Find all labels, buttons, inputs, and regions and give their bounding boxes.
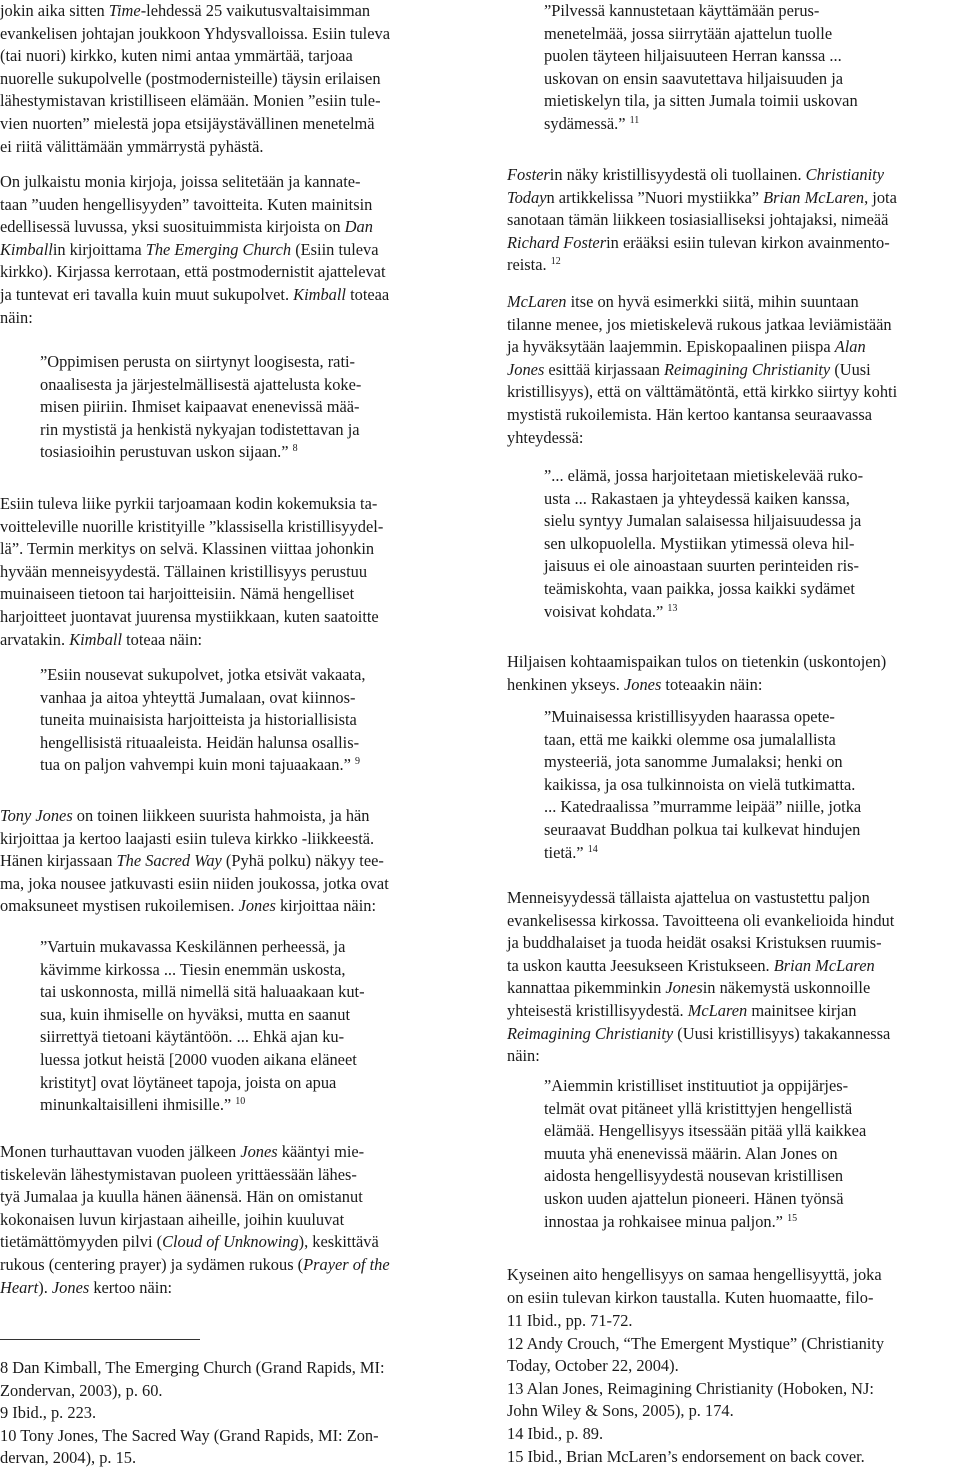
italic-run: Jones (238, 896, 276, 916)
text-line (544, 510, 863, 533)
text-run: yhteydessä: (507, 427, 584, 447)
italic-run: Jones (51, 1277, 90, 1297)
text-run: ma, joka nousee jatkuvasti esiin niiden joukossa, jotka ovat (0, 873, 389, 893)
text-line (0, 171, 389, 194)
text-line (507, 164, 897, 187)
text-run: in näkemystä uskonnoille (702, 978, 871, 998)
footnote-ref: 14 (587, 843, 598, 855)
text-line (0, 873, 389, 896)
text-run: ”Oppimisen perusta on siirtynyt loogisesta, rati- (40, 352, 356, 371)
text-run: 15 Ibid., Brian McLaren’s endorsement on back cover. (507, 1446, 865, 1466)
text-line (0, 1380, 385, 1403)
text-line (0, 493, 383, 516)
text-run: ta uskon kautta Jeesukseen Kristukseen. (507, 955, 774, 975)
text-run: vien nuorten” mielestä jopa etsijäystävällinen menetelmä (0, 113, 375, 133)
text-line (0, 68, 390, 91)
text-line (507, 359, 897, 382)
text-line (544, 819, 861, 842)
italic-run: Christianity (805, 165, 884, 184)
text-line (507, 1023, 894, 1046)
text-run: Kyseinen aito hengellisyys on samaa hengellisyyttä, joka (507, 1265, 882, 1284)
italic-run: The Emerging Church (145, 239, 292, 259)
text-line (507, 1333, 884, 1356)
text-run: lä”. Termin merkitys on selvä. Klassinen viittaa johonkin (0, 539, 375, 559)
text-run: minunkaltaisilleni ihmisille.” (40, 1095, 236, 1115)
text-line (0, 583, 383, 606)
text-line (0, 828, 389, 851)
text-line (544, 23, 858, 46)
text-run: ”... elämä, jossa harjoitetaan mietiskelevää ruko- (544, 466, 864, 485)
footnote-ref: 8 (292, 443, 298, 455)
text-run: jokin aika sitten (0, 1, 109, 20)
footnotes-right (507, 1310, 884, 1468)
text-run: uskon uuden ajattelun pioneeri. Hänen työnsä (544, 1188, 844, 1208)
text-line (507, 427, 897, 450)
quote-cloud-silence (544, 0, 858, 136)
text-line (544, 0, 858, 23)
text-run: sydämessä.” (544, 113, 630, 133)
text-run: -lehdessä 25 vaikutusvaltaisimman (140, 1, 371, 20)
text-run: telmät ovat pitäneet yllä kristittyjen hengellistä (544, 1098, 853, 1118)
text-line (507, 381, 897, 404)
italic-run: Cloud of Unknowing (162, 1232, 299, 1252)
text-line (0, 1447, 385, 1470)
footnote-ref: 9 (354, 756, 360, 768)
text-line (0, 1141, 390, 1164)
italic-run: Jones (624, 674, 662, 694)
text-line (0, 284, 389, 307)
text-line (40, 1026, 365, 1049)
text-line (507, 336, 897, 359)
text-line (0, 850, 389, 873)
text-run: 9 Ibid., p. 223. (0, 1403, 97, 1423)
text-run: (Uusi kristillisyys) takakannessa (673, 1023, 891, 1043)
text-run: siirrettyä tietoani käytäntöön. ... Ehkä ajan ku- (40, 1027, 345, 1047)
text-run: (Esiin tuleva (291, 239, 379, 259)
text-line (0, 1425, 385, 1448)
text-line (0, 895, 389, 918)
text-run: , jota (864, 187, 897, 207)
text-line (0, 1402, 385, 1425)
italic-run: Reimagining Christianity (664, 359, 831, 379)
text-run: arvatakin. (0, 629, 70, 649)
text-run: uskovan on ensin saavutettava hiljaisuuden ja (544, 68, 844, 88)
text-run: ”Pilvessä kannustetaan käyttämään perus- (544, 1, 820, 20)
text-run: Hiljaisen kohtaamispaikan tulos on tietenkin (uskontojen) (507, 652, 887, 671)
text-line (507, 674, 886, 697)
text-run: kaikissa, ja osa tulkinnoista on vielä tutkimatta. (544, 774, 856, 794)
text-line (40, 1004, 365, 1027)
text-run: evankelisessa kirkossa. Tavoitteena oli evankelioida hindut (507, 910, 895, 930)
paragraph-new-spirituality-books (0, 171, 389, 329)
paragraph-mclaren-example (507, 291, 897, 449)
paragraph-time-magazine (0, 0, 390, 158)
text-run: (Uusi (830, 359, 871, 379)
text-run: kirkko). Kirjassa kerrotaan, että postmodernistit ajattelevat (0, 262, 386, 282)
text-run: 14 Ibid., p. 89. (507, 1423, 604, 1443)
text-run: kristityt] ovat löytäneet tapoja, joista on apua (40, 1072, 337, 1092)
text-line (507, 1423, 884, 1446)
text-run: elämää. Hengellisyys itsessään pitää yllä kaikkea (544, 1121, 867, 1141)
text-run: tyä Jumalaa ja kuulla hänen äänensä. Hän on omistanut (0, 1187, 363, 1207)
text-run: in kirjoittama (52, 239, 146, 259)
text-run: ja buddhalaiset ja tuoda heidät osaksi Kristuksen ruumis- (507, 933, 882, 953)
text-line (507, 955, 894, 978)
italic-run: Jones (240, 1142, 278, 1161)
text-run: voisivat kohdata.” (544, 601, 668, 621)
text-line (0, 1277, 390, 1300)
text-run: innostaa ja rohkaisee minua paljon.” (544, 1211, 788, 1231)
text-line (544, 706, 861, 729)
text-run: kirjoittaa ja kertoo laajasti esiin tuleva kirkko -liikkeestä. (0, 828, 375, 848)
text-line (544, 68, 858, 91)
footnote-ref: 12 (550, 256, 561, 268)
text-line (544, 601, 863, 624)
text-run: (Pyhä polku) näkyy tee- (221, 851, 384, 871)
italic-run: Jones (665, 978, 703, 998)
text-line (544, 578, 863, 601)
text-run: Esiin tuleva liike pyrkii tarjoamaan kodin kokemuksia ta- (0, 494, 378, 513)
text-run: tietä.” (544, 842, 588, 862)
text-line (0, 561, 383, 584)
text-line (507, 404, 897, 427)
text-line (544, 465, 863, 488)
text-line (0, 261, 389, 284)
text-run: muinaiseen tietoon tai harjoitteisiin. Nämä hengelliset (0, 584, 355, 604)
text-run: nuorelle sukupolvelle (postmodernisteille) täysin erilaisen (0, 68, 381, 88)
text-line (40, 1072, 365, 1095)
text-run: luessa jotkut heistä [2000 vuoden aikana eläneet (40, 1049, 357, 1069)
text-run: ja hyväksytään laajemmin. Episkopaalinen piispa (507, 337, 835, 357)
text-line (0, 136, 390, 159)
text-run: harjoitteet juontavat juurensa mystiikkaan, kuten saatoitte (0, 606, 379, 626)
footnote-ref: 10 (235, 1096, 246, 1108)
text-run: (tai nuori) kirkko, kuten nimi antaa ymmärtää, tarjoaa (0, 46, 353, 66)
italic-run: Foster (507, 165, 550, 184)
text-line (507, 932, 894, 955)
text-line (0, 1209, 390, 1232)
text-line (0, 1254, 390, 1277)
text-run: Today, October 22, 2004). (507, 1356, 679, 1376)
text-line (544, 1165, 866, 1188)
footnote-ref: 15 (787, 1212, 798, 1224)
text-line (40, 396, 361, 419)
italic-run: Today (507, 187, 547, 207)
text-run: tilanne menee, jos mietiskelevä rukous jatkaa leviämistään (507, 314, 892, 334)
text-line (544, 90, 858, 113)
text-run: edellisessä luvussa, yksi suosituimmista kirjoista on (0, 217, 345, 237)
italic-run: The Sacred Way (116, 851, 222, 871)
text-run: ”Aiemmin kristilliset instituutiot ja oppijärjes- (544, 1076, 849, 1095)
text-run: tietämättömyyden pilvi ( (0, 1232, 163, 1252)
paragraph-evangelical-opposition (507, 887, 894, 1068)
text-line (544, 751, 861, 774)
text-line (0, 113, 390, 136)
text-run: tiskelevän lähestymistavan puoleen yrittäessään lähes- (0, 1164, 357, 1184)
italic-run: Time (108, 1, 141, 20)
italic-run: Prayer of the (303, 1254, 390, 1274)
text-run: usta ... Rakastaen ja yhteydessä kaiken kanssa, (544, 488, 850, 508)
text-run: rin mystistä ja henkistä nykyajan todistettavan ja (40, 419, 360, 439)
quote-jones-ancient-branch (544, 706, 861, 864)
text-run: ”Muinaisessa kristillisyyden haarassa opete- (544, 707, 835, 726)
text-run: sanotaan tämän liikkeen tosiasialliseksi johtajaksi, nimeää (507, 210, 889, 230)
text-line (0, 606, 383, 629)
text-run: toteaa näin: (122, 629, 203, 649)
text-line (40, 754, 365, 777)
italic-run: Alan (834, 337, 866, 357)
text-run: On julkaistu monia kirjoja, joissa selitetään ja kannate- (0, 172, 361, 191)
text-line (507, 977, 894, 1000)
text-run: 13 Alan Jones, Reimagining Christianity (Hoboken, NJ: (507, 1378, 874, 1398)
text-line (544, 533, 863, 556)
text-line (0, 629, 383, 652)
text-line (544, 1075, 866, 1098)
text-run: puolen täyteen hiljaisuuteen Herran kanssa ... (544, 46, 842, 66)
text-line (507, 232, 897, 255)
text-line (40, 664, 365, 687)
text-line (0, 805, 389, 828)
text-line (0, 194, 389, 217)
text-run: aidosta hengellisyydestä nousevan kristillisen (544, 1166, 844, 1186)
text-line (507, 1355, 884, 1378)
text-line (544, 1120, 866, 1143)
text-run: evankelisen johtajan joukkoon Yhdysvalloissa. Esiin tuleva (0, 23, 390, 43)
paragraph-spiritual-unity (507, 651, 886, 696)
footnote-ref: 11 (629, 114, 640, 126)
text-line (507, 314, 897, 337)
text-line (0, 307, 389, 330)
italic-run: Dan (344, 217, 373, 237)
text-run: Menneisyydessä tällaista ajattelua on vastustettu paljon (507, 888, 870, 907)
italic-run: Kimball (69, 629, 123, 649)
text-line (507, 291, 897, 314)
text-line (40, 374, 361, 397)
text-line (0, 45, 390, 68)
text-line (40, 351, 361, 374)
text-line (40, 687, 365, 710)
text-run: toteaakin näin: (661, 674, 763, 694)
text-run: Zondervan, 2003), p. 60. (0, 1380, 163, 1400)
text-line (507, 1000, 894, 1023)
text-line (0, 1357, 385, 1380)
text-line (40, 419, 361, 442)
footnote-ref: 13 (667, 602, 678, 614)
text-run: tosiasioihin perustuvan uskon sijaan.” (40, 442, 293, 462)
text-line (507, 1264, 882, 1287)
text-line (0, 216, 389, 239)
text-line (0, 516, 383, 539)
text-line (0, 239, 389, 262)
text-run: sen ulkopuolella. Mystiikan ytimessä oleva hil- (544, 533, 855, 553)
quote-mclaren-endorsement (544, 1075, 866, 1233)
text-line (40, 936, 365, 959)
text-line (507, 651, 886, 674)
text-run: mysteeriä, jota sanomme Jumalaksi; henki on (544, 752, 843, 772)
text-line (507, 910, 894, 933)
text-run: ”Vartuin mukavassa Keskilännen perheessä, ja (40, 937, 346, 956)
text-run: näin: (0, 307, 33, 327)
text-run: sua, kuin ihmiselle on hyväksi, mutta en saanut (40, 1004, 351, 1024)
text-run: 11 Ibid., pp. 71-72. (507, 1311, 633, 1330)
italic-run: Heart (0, 1277, 39, 1297)
text-run: on esiin tulevan kirkon taustalla. Kuten huomaatte, filo- (507, 1287, 874, 1307)
text-line (0, 1164, 390, 1187)
text-run: 8 Dan Kimball, The Emerging Church (Grand Rapids, MI: (0, 1358, 385, 1377)
text-line (544, 1188, 866, 1211)
italic-run: Brian McLaren (763, 187, 865, 207)
paragraph-classical-christianity (0, 493, 383, 651)
text-run: teämiskohta, vaan paikka, jossa kaikki sydämet (544, 578, 855, 598)
text-run: ja tuntevat eri tavalla kuin muut sukupolvet. (0, 284, 294, 304)
text-line (507, 1446, 884, 1469)
text-line (507, 1287, 882, 1310)
text-line (544, 45, 858, 68)
text-line (40, 709, 365, 732)
text-line (507, 254, 897, 277)
text-line (507, 1310, 884, 1333)
text-line (0, 90, 390, 113)
text-line (0, 0, 390, 23)
paragraph-jones-contemplative (0, 1141, 390, 1299)
quote-jones-contemplative-life (544, 465, 863, 623)
text-run: kristillisyys), että on välttämätöntä, että kirkko siirtyy kohti (507, 382, 898, 402)
text-run: voitteleville nuorille kristityille ”klassisella kristillisyydel- (0, 516, 384, 536)
text-run: tua on paljon vahvempi kuin moni tajuaakaan.” (40, 755, 355, 775)
quote-kimball-generations (40, 664, 365, 777)
text-line (0, 23, 390, 46)
text-run: in näky kristillisyydestä oli tuollainen. (549, 165, 806, 184)
text-line (544, 555, 863, 578)
text-run: henkinen ykseys. (507, 674, 624, 694)
text-run: on toinen liikkeen suurista hahmoista, ja hän (72, 806, 370, 825)
text-run: ). (38, 1277, 52, 1297)
text-run: onaalisesta ja järjestelmällisestä ajattelusta koke- (40, 374, 362, 394)
text-run: tai uskonnosta, millä nimellä sitä haluaakaan kut- (40, 982, 365, 1002)
text-run: vanhaa ja aitoa yhteyttä Jumalaan, ovat kiinnos- (40, 687, 356, 707)
paragraph-foster-vision (507, 164, 897, 277)
text-run: menetelmää, jossa siirrytään ajattelun tuolle (544, 23, 833, 43)
text-line (544, 796, 861, 819)
text-line (507, 209, 897, 232)
text-run: seuraavat Buddhan polkua tai kulkevat hindujen (544, 819, 861, 839)
text-run: taan ”uuden hengellisyyden” tavoitteita. Kuten mainitsin (0, 194, 373, 214)
text-line (544, 1098, 866, 1121)
text-run: kannattaa pikemminkin (507, 978, 666, 998)
text-run: reista. (507, 255, 551, 275)
text-run: toteaa (345, 284, 390, 304)
text-line (40, 441, 361, 464)
text-line (544, 488, 863, 511)
footnote-divider (0, 1339, 200, 1340)
italic-run: Reimagining Christianity (507, 1023, 674, 1043)
text-line (507, 187, 897, 210)
italic-run: Brian McLaren (773, 955, 875, 975)
text-line (544, 774, 861, 797)
text-line (0, 538, 383, 561)
quote-jones-midwest (40, 936, 365, 1117)
text-run: yhteisestä kristillisyydestä. (507, 1000, 688, 1020)
text-run: 12 Andy Crouch, “The Emergent Mystique” (Christianity (507, 1333, 885, 1353)
text-run: lähestymistavan kristilliseen elämään. Monien ”esiin tule- (0, 91, 381, 111)
text-run: kääntyi mie- (277, 1142, 365, 1161)
text-run: Hänen kirjassaan (0, 851, 117, 871)
footnotes-left (0, 1357, 385, 1470)
text-run: hyvään menneisyydestä. Tällainen kristillisyys perustuu (0, 561, 368, 581)
text-run: muuta yhä enenevissä määrin. Alan Jones on (544, 1143, 838, 1163)
paragraph-tony-jones (0, 805, 389, 918)
text-line (507, 1045, 894, 1068)
text-line (507, 1400, 884, 1423)
text-run: jaisuus ei ole ainoastaan suurten perinteiden ris- (544, 556, 859, 576)
italic-run: McLaren (687, 1000, 748, 1020)
text-run: mystistä rukoilemista. Hän kertoo kantansa seuraavassa (507, 404, 873, 424)
text-run: misen piiriin. Ihmiset kaipaavat enenevissä mää- (40, 397, 360, 417)
text-run: dervan, 2004), p. 15. (0, 1448, 137, 1468)
text-run: itse on hyvä esimerkki siitä, mihin suuntaan (566, 292, 859, 311)
text-run: ... Katedraalissa ”murramme leipää” niille, jotka (544, 797, 862, 817)
text-run: omaksuneet mystisen rukoilemisen. (0, 896, 239, 916)
text-run: hengellisistä rituaaleista. Heidän halunsa osallis- (40, 732, 360, 752)
text-line (544, 1211, 866, 1234)
text-run: mietiskelyn tila, ja sitten Jumala toimii uskovan (544, 91, 858, 111)
text-run: John Wiley & Sons, 2005), p. 174. (507, 1401, 734, 1421)
text-line (507, 887, 894, 910)
text-run: ), keskittävä (298, 1232, 379, 1252)
text-run: esittää kirjassaan (544, 359, 665, 379)
text-line (40, 732, 365, 755)
text-run: 10 Tony Jones, The Sacred Way (Grand Rapids, MI: Zon- (0, 1425, 379, 1445)
text-line (507, 1378, 884, 1401)
italic-run: Richard Foster (507, 232, 607, 252)
text-line (40, 959, 365, 982)
text-run: tuneita muinaisista harjoitteista ja historiallisista (40, 710, 357, 730)
text-run: rukous (centering prayer) ja sydämen rukous ( (0, 1254, 304, 1274)
text-line (544, 113, 858, 136)
italic-run: Tony Jones (0, 806, 73, 825)
text-line (544, 1143, 866, 1166)
text-run: kokonaisen luvun kirjastaan aiheille, joihin kuuluvat (0, 1209, 345, 1229)
italic-run: Jones (507, 359, 545, 379)
text-run: taan, että me kaikki olemme osa jumalallista (544, 729, 836, 749)
italic-run: McLaren (507, 292, 567, 311)
italic-run: Kimball (293, 284, 346, 304)
text-run: näin: (507, 1046, 540, 1066)
quote-kimball-learning (40, 351, 361, 464)
text-run: Monen turhauttavan vuoden jälkeen (0, 1142, 241, 1161)
text-run: in erääksi esiin tulevan kirkon avainmento- (606, 232, 890, 252)
text-line (0, 1186, 390, 1209)
italic-run: Kimball (0, 239, 53, 259)
paragraph-authentic-spirituality (507, 1264, 882, 1309)
text-run: kävimme kirkossa ... Tiesin enemmän uskosta, (40, 959, 346, 979)
text-run: ei riitä välittämään ymmärrystä pyhästä. (0, 136, 264, 156)
text-line (40, 1094, 365, 1117)
text-line (40, 1049, 365, 1072)
text-line (544, 729, 861, 752)
text-run: mainitsee kirjan (747, 1000, 857, 1020)
text-line (0, 1231, 390, 1254)
text-line (40, 981, 365, 1004)
text-run: kertoo näin: (89, 1277, 173, 1297)
text-line (544, 842, 861, 865)
text-run: kirjoittaa näin: (275, 896, 377, 916)
text-run: n artikkelissa ”Nuori mystiikka” (546, 187, 764, 207)
text-run: sielu syntyy Jumalan salaisessa hiljaisuudessa ja (544, 511, 862, 531)
text-run: ”Esiin nousevat sukupolvet, jotka etsivät vakaata, (40, 665, 366, 684)
